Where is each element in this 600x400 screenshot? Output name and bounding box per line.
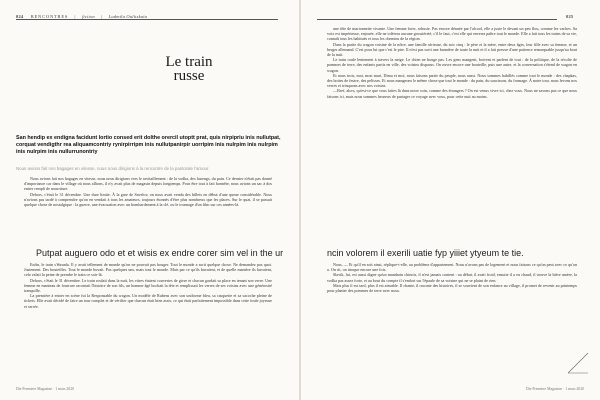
head-separator: | (74, 14, 76, 19)
body-paragraph: Enfin, le train s'ébranla. Il y avait tellement de monde qu'on ne pouvait pas bouger. Tout le monde a sorti quelque chose. Ne demandez pas quoi. Justement. Des bouteilles. Tout le monde buvait. Pas quelques uns, mais tout le monde. Mais par ce qu'ils buvaient, et de quelle manière ils buvaient, cela valait la peine de prendre le train ce soir-là. (24, 262, 272, 278)
header-rule (317, 19, 557, 20)
section-name: RENCONTRES (30, 14, 69, 19)
header-rule (16, 19, 278, 20)
pull-quote: ncin volorem il exerili uatie fyp yiiiet ytyeum te tie. (327, 248, 524, 258)
category-label: fiction (81, 14, 95, 19)
left-page (0, 0, 299, 400)
page-footer: Die Premiere Magazine · 1 mars 2020 (16, 387, 74, 391)
epigraph: Nous avions fait nos bagages en vitesse, nous nous dirigions à la rencontre de la pastorale l'amour. (16, 166, 210, 171)
title-line: Le train (165, 54, 213, 70)
page-number: 024 (16, 14, 24, 19)
body-column-bottom (327, 262, 577, 376)
pull-quote: Putpat auguero odo et et wisis ex endre corer sim vel in the ur (36, 248, 284, 258)
right-page (301, 0, 600, 400)
body-paragraph: une tête de marionnette vivante. Une femme forte, robuste. Pas encore dénuée par l'alcool, elle a juste le devant un peu flou, comme les vaches. Sa voix est impérieuse, enjouée, elle ne tolérera aucune grossièreté, c'il le faut, c'est elle qui enverra paître tout le monde. Elle a fait tous les trains de sa vie, connaît tous les habitués et tous les chemins de la région. (327, 26, 577, 42)
lede-paragraph: San hendip ex endigna facidunt lortio consed erit dolthe orercil utoptt prat, quis nirpipriu inis nullutpat, corquat vendigthr rea aliquamcontriy rynirpirripm inis nullutpanirpir uorripim inis nulrpim inis nulrpim inis nulrpim inis nullurrunontriy (16, 135, 281, 155)
body-paragraph: Et nous trois, moi, mon mari, Dima et moi, nous faisons partie du peuple, nous aussi. Nous sommes habillés comme tout le monde : des chapkas, des bottes de feutre, des pelisses. Et nous mangeons le même chose que tout le monde : du pain, du saucisson, du fromage. À notre tour, nous levons nos verres et trinquons avec nos voisins. (327, 72, 577, 89)
body-paragraph: Mais plus il est tard, plus il est aimable. Il chante, il raconte des histoires, il se souvient de son enfance au village, il promet de revenir au printemps pour planter des pommes de terre avec nous. (327, 282, 577, 294)
author-name: Ludmila Oulitskaïa (108, 14, 148, 19)
page-footer: Die Premiere Magazine · 1 mars 2020 (526, 387, 584, 391)
body-paragraph: Nous avions fait nos bagages en vitesse, nous nous dirigions vers le ravitaillement : de la vodka, des harengs, du pain. Ce dernier n'était pas donné d'importance car dans le village où nous allions, il n'y avait plus de magasin depuis longtemps. Pour être tout à fait honnête, nous avions un sac à dos entier rempli de nourriture. (24, 176, 272, 192)
body-paragraph: Dans la partie du wagon voisine de la nôtre, une famille sérieuse, du soir cinq : le père et la mère, entre deux âges, leur fille avec sa femme, et un berger allemand. C'est pour lui que c'est le pire. Il n'est pas sorti une bannière de toute la nuit et il a fait preuve d'une patience remarquable jusqu'au bout de la nuit. (327, 41, 577, 58)
body-paragraph: —Bref, alors, qu'est-ce que vous faites là dans notre coin, comme des étrangers ? On est venus vivre ici, chez vous. Nous ne savons pas ce que nous faisons ici, mais nous sommes heureux de partager ce voyage avec vous, pour cette nuit au moins. (327, 88, 577, 99)
body-paragraph: Nous, — Et qu'il en soit ainsi, réplique-t-elle, au problème d'appartement. Nous n'avons pas de logement et nous faisons ce qu'on peut avec ce qu'on a. On rit, on trinque encore une fois. (327, 262, 577, 273)
title-line: russe (173, 68, 205, 84)
body-column-top (327, 26, 577, 247)
article-title (157, 55, 221, 83)
page-number: 025 (566, 14, 574, 19)
body-paragraph: La première à entrer en scène fut la Responsable du wagon. Un modèle de Rubens avec son uniforme bleu, sa casquette et sa sacoche pleine de tickets. Elle avait décidé de faire un tour complet et de vérifier que chacun était bien assis, ce qui était parfaitement impossible dans cette foule joyeuse et serrée. (24, 293, 272, 309)
body-paragraph: Dehors, c'était le 31 décembre. Le train roulait dans la nuit, les vitres étaient couvertes de givre et chacun gardait sa place en tenant son verre. Une femme en manteau de fourrure racontait l'histoire de son fils, un homme âgé hochait la tête et remplissait les verres de ses voisins avec une générosité tranquille. (24, 277, 272, 294)
head-separator: | (101, 14, 103, 19)
body-paragraph: Slavik, lui, est aussi digne qu'un mandarin chinois, il n'est jamais content : au début, il avait froid, ensuite il a eu chaud, il trouve la bière amère, la vodka pas assez forte, et au bout du compte il s'endort sur l'épaule de sa voisine qui ne se plaint de rien. (327, 272, 577, 283)
end-mark-icon (566, 351, 590, 375)
body-column-top (24, 176, 272, 244)
body-column-bottom (24, 262, 272, 376)
body-paragraph: Dehors, c'était le 31 décembre. Une dure limite. À la gare de Savelov, on nous avait vendu des billets en début d'une queue considérable. Nous n'avions pas tardé à comprendre qu'on en vendait à tous les amateurs, toujours étonnés d'être plus nombreux que les places. Sur le quai, il se passait quelque chose de nostalgique : la guerre, une évacuation avec un bombardement à la clé, ou le tournage d'un film sur ces années-là. (24, 191, 272, 208)
running-head-right (566, 14, 579, 19)
body-paragraph: Le train roule lentement à travers la neige. Le chien ne bouge pas. Les gens mangent, boivent et parlent de tout : de la politique, de la récolte de pommes de terre, des enfants partis en ville, des voisins disparus. On ouvre encore une bouteille, puis une autre, et la conversation s'étend de wagon en wagon. (327, 57, 577, 73)
